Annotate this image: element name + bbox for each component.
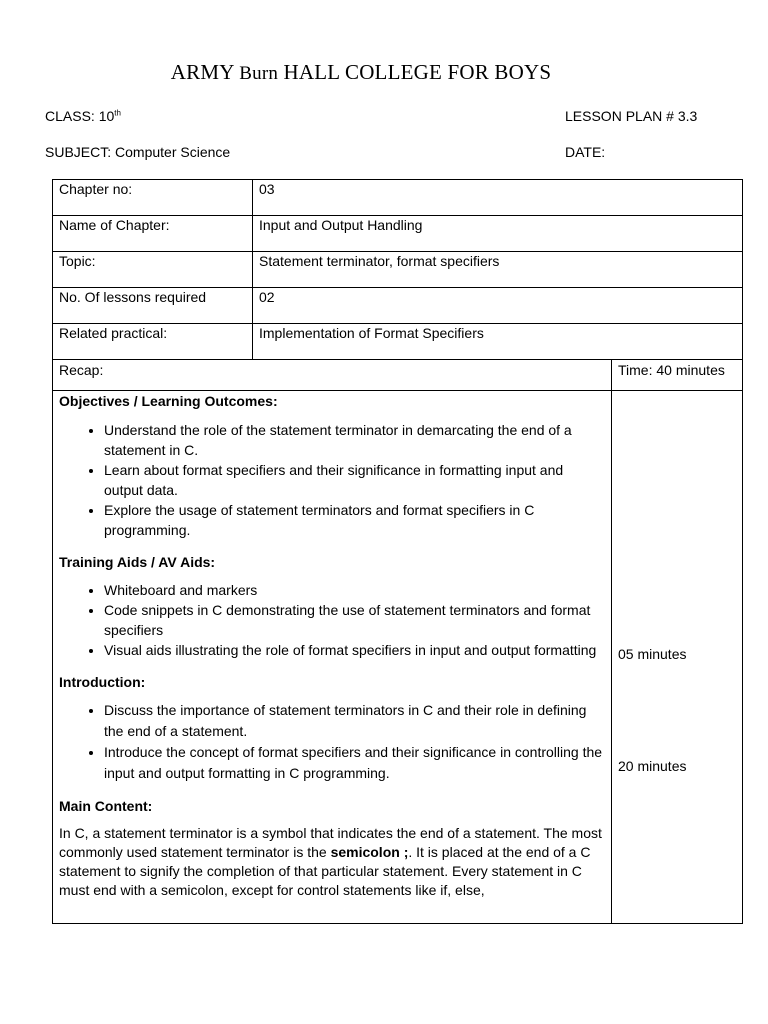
list-item: • Code snippets in C demonstrating the use of statement terminators and format specifiers: [104, 600, 605, 640]
paragraph-text: . It is placed at the end of a C statement to signify the completion of that particular statement. Every statement in C must end with a semicolon, except for control statements like if, else,: [59, 844, 591, 898]
lesson-plan-table: [52, 179, 743, 924]
main-content-heading: Main Content:: [59, 798, 153, 814]
recap-label: Recap:: [53, 360, 612, 391]
info-row-chapter-no: [53, 180, 743, 216]
list-item: • Explore the usage of statement terminators and format specifiers in C programming.: [104, 500, 605, 540]
info-label: Chapter no:: [53, 180, 253, 216]
title-part-army: ARMY: [170, 60, 234, 84]
info-row-chapter-name: [53, 216, 743, 252]
subject-label: SUBJECT: Computer Science: [45, 144, 231, 160]
info-label: Related practical:: [53, 324, 253, 360]
recap-row: [53, 360, 743, 391]
class-label: [45, 108, 121, 124]
list-item: • Visual aids illustrating the role of format specifiers in input and output formatting: [104, 640, 605, 660]
paragraph-bold-term: semicolon ;: [330, 844, 409, 860]
date-label: DATE:: [565, 144, 606, 160]
main-row: [53, 391, 743, 924]
info-label: Name of Chapter:: [53, 216, 253, 252]
list-item: • Introduce the concept of format specifiers and their significance in controlling the input and output formatting in C programming.: [104, 742, 605, 784]
info-value: Input and Output Handling: [253, 216, 743, 252]
list-item: • Understand the role of the statement terminator in demarcating the end of a statement in C.: [104, 420, 605, 460]
title-text: [171, 60, 551, 84]
class-superscript: th: [114, 108, 121, 118]
introduction-heading: Introduction:: [59, 674, 146, 690]
title-part-burn: Burn: [239, 63, 279, 84]
class-text: CLASS: 10: [45, 108, 115, 124]
paragraph-text: In C, a statement terminator is a symbol that indicates the end of a statement. The most commonly used statement terminator is the: [59, 825, 602, 860]
list-item: • Learn about format specifiers and their significance in formatting input and output data.: [104, 460, 605, 500]
time-total: Time: 40 minutes: [612, 360, 743, 391]
document-title: [0, 60, 768, 85]
objectives-heading: Objectives / Learning Outcomes:: [59, 393, 278, 409]
intro-time: 05 minutes: [618, 646, 687, 662]
list-item: • Discuss the importance of statement terminators in C and their role in defining the end of a statement.: [104, 700, 605, 742]
info-value: 02: [253, 288, 743, 324]
training-aids-list: [59, 580, 605, 660]
info-value: Statement terminator, format specifiers: [253, 252, 743, 288]
info-value: 03: [253, 180, 743, 216]
info-row-topic: [53, 252, 743, 288]
introduction-list: [59, 700, 605, 784]
main-content-time: 20 minutes: [618, 758, 687, 774]
info-row-practical: [53, 324, 743, 360]
list-item: • Whiteboard and markers: [104, 580, 605, 600]
lesson-plan-label: LESSON PLAN # 3.3: [565, 108, 698, 124]
training-aids-heading: Training Aids / AV Aids:: [59, 554, 216, 570]
info-value: Implementation of Format Specifiers: [253, 324, 743, 360]
info-label: Topic:: [53, 252, 253, 288]
info-label: No. Of lessons required: [53, 288, 253, 324]
title-part-college: HALL COLLEGE FOR BOYS: [283, 60, 552, 84]
lesson-body: [53, 391, 612, 924]
main-content-paragraph: [59, 824, 605, 900]
objectives-list: [59, 420, 605, 540]
time-column: [612, 391, 743, 924]
info-row-lessons: [53, 288, 743, 324]
